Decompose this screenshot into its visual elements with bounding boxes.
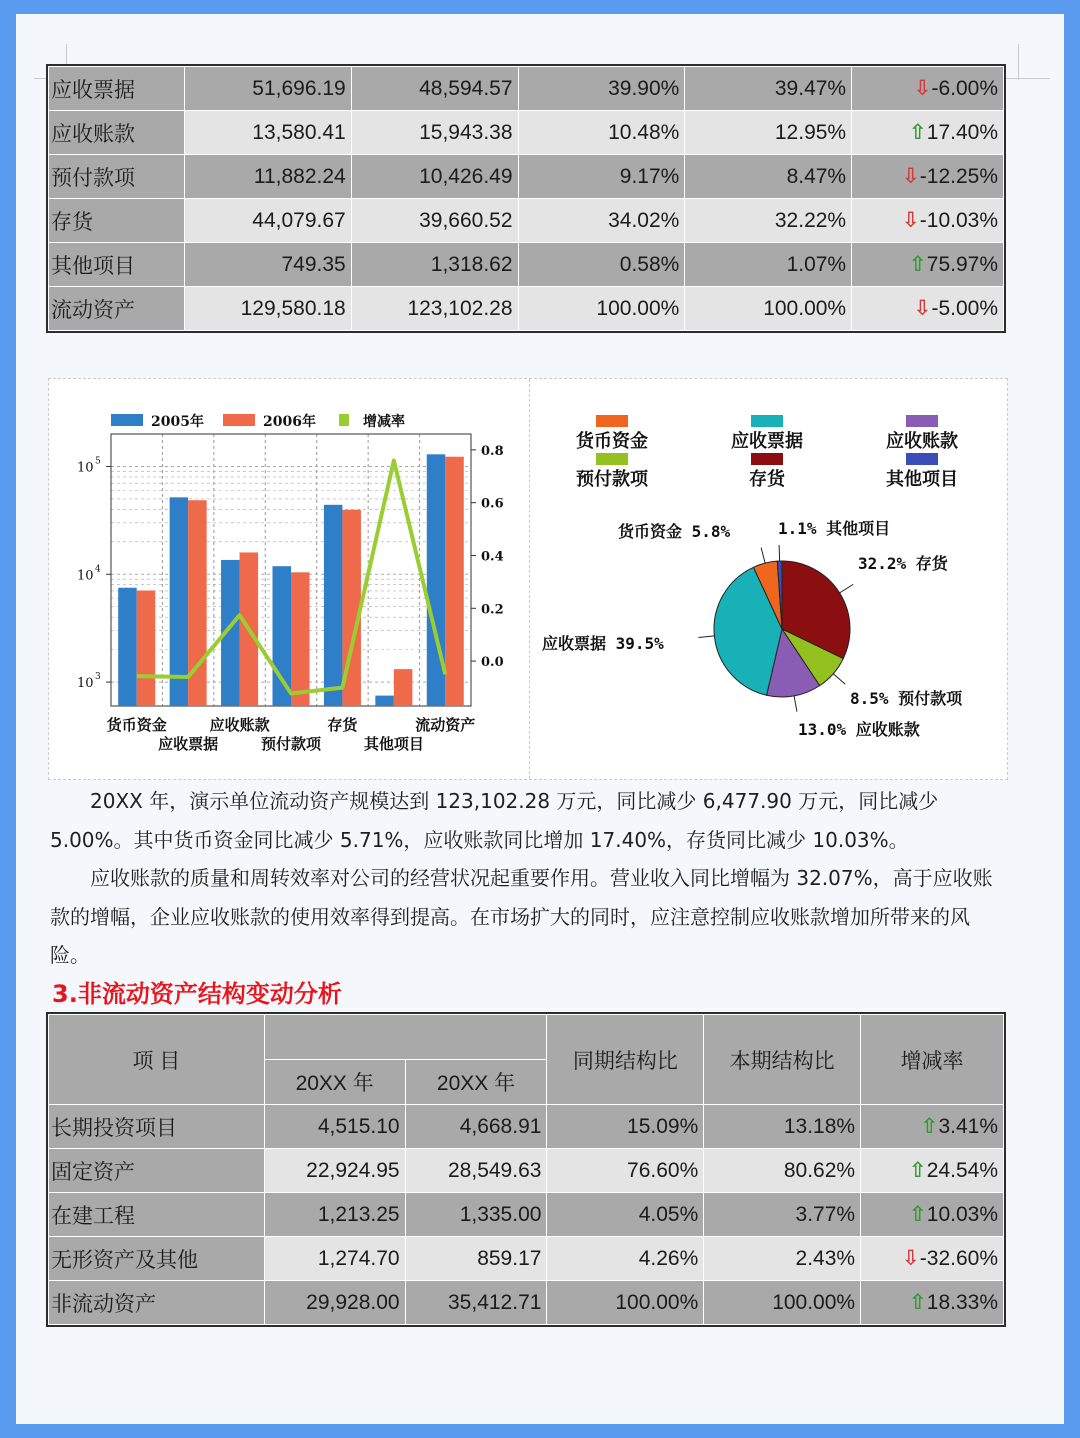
ratio-prior: 39.90% xyxy=(518,67,685,111)
row-name: 固定资产 xyxy=(49,1149,265,1193)
pie-label: 13.0% 应收账款 xyxy=(798,720,920,739)
category-label: 其他项目 xyxy=(363,735,424,753)
legend-label: 增减率 xyxy=(363,414,405,430)
bar-2006 xyxy=(445,457,464,706)
arrow-up-icon: ⇧ xyxy=(908,1159,927,1182)
change-value: 18.33% xyxy=(926,1291,998,1314)
non-current-assets-table xyxy=(48,1014,1004,1325)
y-right-tick-label: 0.6 xyxy=(481,496,504,512)
leader-line xyxy=(779,545,780,561)
bar-2005 xyxy=(375,696,394,706)
bar-2006 xyxy=(137,591,156,706)
legend-swatch xyxy=(906,415,938,427)
bar-2005 xyxy=(170,497,189,706)
table-row xyxy=(49,1105,1004,1149)
ratio-prior: 9.17% xyxy=(518,155,685,199)
ratio-current: 80.62% xyxy=(704,1149,861,1193)
margin-guide-corner-right xyxy=(1018,44,1019,80)
analysis-text xyxy=(50,782,1000,975)
header-change-rate: 增减率 xyxy=(861,1015,1004,1105)
value-current: 28,549.63 xyxy=(405,1149,547,1193)
change-cell xyxy=(852,199,1004,243)
table-row xyxy=(49,155,1004,199)
bar-2006 xyxy=(394,669,413,706)
change-value: -10.03% xyxy=(919,209,998,232)
value-prior: 1,213.25 xyxy=(264,1193,405,1237)
value-prior: 51,696.19 xyxy=(184,67,351,111)
header-prior-ratio: 同期结构比 xyxy=(547,1015,704,1105)
value-current: 35,412.71 xyxy=(405,1281,547,1325)
arrow-down-icon: ⇩ xyxy=(901,209,920,232)
change-value: 17.40% xyxy=(926,121,998,144)
header-year-1: 20XX 年 xyxy=(264,1060,405,1105)
arrow-up-icon: ⇧ xyxy=(908,1203,927,1226)
header-year-2: 20XX 年 xyxy=(405,1060,547,1105)
change-cell xyxy=(861,1237,1004,1281)
value-current: 15,943.38 xyxy=(351,111,518,155)
y-right-tick-label: 0.0 xyxy=(481,655,504,671)
table-row xyxy=(49,1281,1004,1325)
pie-label: 8.5% 预付款项 xyxy=(850,689,963,708)
legend-swatch xyxy=(339,414,349,426)
legend-swatch xyxy=(751,415,783,427)
arrow-down-icon: ⇩ xyxy=(913,77,932,100)
table-row xyxy=(49,1237,1004,1281)
row-name: 预付款项 xyxy=(49,155,185,199)
change-cell xyxy=(861,1193,1004,1237)
value-current: 859.17 xyxy=(405,1237,547,1281)
row-name: 无形资产及其他 xyxy=(49,1237,265,1281)
y-left-tick-label: 10 xyxy=(77,460,94,476)
leader-line xyxy=(794,696,797,712)
bar-2005 xyxy=(118,588,137,706)
value-current: 4,668.91 xyxy=(405,1105,547,1149)
row-name: 在建工程 xyxy=(49,1193,265,1237)
value-current: 10,426.49 xyxy=(351,155,518,199)
value-current: 39,660.52 xyxy=(351,199,518,243)
table-row xyxy=(49,67,1004,111)
row-name: 流动资产 xyxy=(49,287,185,331)
legend-label: 2005年 xyxy=(151,414,204,430)
legend-swatch xyxy=(223,414,255,426)
row-name: 存货 xyxy=(49,199,185,243)
legend-swatch xyxy=(751,453,783,465)
bar-2005 xyxy=(272,566,291,706)
value-prior: 129,580.18 xyxy=(184,287,351,331)
ratio-prior: 15.09% xyxy=(547,1105,704,1149)
value-prior: 13,580.41 xyxy=(184,111,351,155)
value-current: 1,318.62 xyxy=(351,243,518,287)
legend-label: 存货 xyxy=(749,469,785,490)
change-cell xyxy=(861,1281,1004,1325)
category-label: 存货 xyxy=(327,716,358,734)
chart-panel xyxy=(48,378,1008,780)
change-cell xyxy=(852,155,1004,199)
y-left-tick-label: 10 xyxy=(77,676,94,692)
ratio-current: 100.00% xyxy=(685,287,852,331)
ratio-current: 32.22% xyxy=(685,199,852,243)
legend-label: 应收账款 xyxy=(886,431,958,452)
leader-line xyxy=(833,674,845,685)
legend-swatch xyxy=(906,453,938,465)
table-row xyxy=(49,1193,1004,1237)
row-name: 非流动资产 xyxy=(49,1281,265,1325)
ratio-prior: 4.26% xyxy=(547,1237,704,1281)
ratio-current: 13.18% xyxy=(704,1105,861,1149)
change-cell xyxy=(852,67,1004,111)
change-value: 24.54% xyxy=(926,1159,998,1182)
change-value: 75.97% xyxy=(926,253,998,276)
y-left-tick-exponent: 3 xyxy=(95,672,101,683)
y-right-tick-label: 0.8 xyxy=(481,443,504,459)
ratio-prior: 76.60% xyxy=(547,1149,704,1193)
ratio-current: 100.00% xyxy=(704,1281,861,1325)
bar-line-chart xyxy=(49,379,529,779)
table-row xyxy=(49,111,1004,155)
arrow-up-icon: ⇧ xyxy=(908,121,927,144)
category-label: 应收票据 xyxy=(158,735,219,753)
pie-chart xyxy=(530,379,1008,779)
leader-line xyxy=(840,584,854,593)
row-name: 其他项目 xyxy=(49,243,185,287)
ratio-current: 8.47% xyxy=(685,155,852,199)
legend-label: 预付款项 xyxy=(576,469,648,490)
arrow-down-icon: ⇩ xyxy=(901,1247,920,1270)
header-item: 项 目 xyxy=(49,1015,265,1105)
ratio-prior: 100.00% xyxy=(547,1281,704,1325)
bar-2005 xyxy=(324,505,343,706)
y-left-tick-exponent: 4 xyxy=(95,564,101,575)
pie-label: 1.1% 其他项目 xyxy=(778,519,891,538)
legend-swatch xyxy=(596,453,628,465)
category-label: 预付款项 xyxy=(260,735,322,753)
change-cell xyxy=(861,1105,1004,1149)
ratio-current: 2.43% xyxy=(704,1237,861,1281)
value-prior: 29,928.00 xyxy=(264,1281,405,1325)
arrow-up-icon: ⇧ xyxy=(908,1291,927,1314)
change-cell xyxy=(852,243,1004,287)
ratio-current: 39.47% xyxy=(685,67,852,111)
legend-label: 2006年 xyxy=(263,414,316,430)
value-current: 48,594.57 xyxy=(351,67,518,111)
y-right-tick-label: 0.4 xyxy=(481,549,504,565)
section-heading: 3.非流动资产结构变动分析 xyxy=(52,980,342,1008)
current-assets-table xyxy=(48,66,1004,331)
arrow-up-icon: ⇧ xyxy=(920,1115,939,1138)
arrow-down-icon: ⇩ xyxy=(901,165,920,188)
change-value: 3.41% xyxy=(938,1115,998,1138)
table-row xyxy=(49,199,1004,243)
ratio-prior: 10.48% xyxy=(518,111,685,155)
value-current: 123,102.28 xyxy=(351,287,518,331)
change-value: 10.03% xyxy=(926,1203,998,1226)
leader-line xyxy=(761,548,765,563)
header-current-ratio: 本期结构比 xyxy=(704,1015,861,1105)
paragraph: 20XX 年，演示单位流动资产规模达到 123,102.28 万元，同比减少 6,477.90 万元，同比减少 5.00%。其中货币资金同比减少 5.71%，应收账款同比增加 17.40%，存货同比减少 10.03%。 xyxy=(50,789,939,852)
pie-label: 货币资金 5.8% xyxy=(618,522,731,541)
ratio-current: 1.07% xyxy=(685,243,852,287)
ratio-prior: 34.02% xyxy=(518,199,685,243)
row-name: 应收票据 xyxy=(49,67,185,111)
value-prior: 4,515.10 xyxy=(264,1105,405,1149)
value-current: 1,335.00 xyxy=(405,1193,547,1237)
table-row xyxy=(49,287,1004,331)
change-cell xyxy=(861,1149,1004,1193)
legend-swatch xyxy=(111,414,143,426)
row-name: 长期投资项目 xyxy=(49,1105,265,1149)
ratio-prior: 4.05% xyxy=(547,1193,704,1237)
y-right-tick-label: 0.2 xyxy=(481,602,504,618)
ratio-prior: 100.00% xyxy=(518,287,685,331)
value-prior: 22,924.95 xyxy=(264,1149,405,1193)
row-name: 应收账款 xyxy=(49,111,185,155)
table-row xyxy=(49,243,1004,287)
y-left-tick-label: 10 xyxy=(77,568,94,584)
bar-2006 xyxy=(291,572,310,706)
change-value: -12.25% xyxy=(919,165,998,188)
change-value: -5.00% xyxy=(931,297,998,320)
arrow-down-icon: ⇩ xyxy=(913,297,932,320)
legend-label: 应收票据 xyxy=(731,431,803,452)
value-prior: 11,882.24 xyxy=(184,155,351,199)
legend-label: 其他项目 xyxy=(886,469,958,490)
ratio-current: 12.95% xyxy=(685,111,852,155)
change-value: -32.60% xyxy=(919,1247,998,1270)
value-prior: 749.35 xyxy=(184,243,351,287)
leader-line xyxy=(698,636,714,638)
value-prior: 44,079.67 xyxy=(184,199,351,243)
change-cell xyxy=(852,111,1004,155)
ratio-current: 3.77% xyxy=(704,1193,861,1237)
arrow-up-icon: ⇧ xyxy=(908,253,927,276)
category-label: 应收账款 xyxy=(209,716,270,734)
category-label: 货币资金 xyxy=(106,716,167,734)
category-label: 流动资产 xyxy=(415,716,476,734)
legend-swatch xyxy=(596,415,628,427)
table-row xyxy=(49,1149,1004,1193)
value-prior: 1,274.70 xyxy=(264,1237,405,1281)
ratio-prior: 0.58% xyxy=(518,243,685,287)
y-left-tick-exponent: 5 xyxy=(95,456,101,467)
change-cell xyxy=(852,287,1004,331)
paragraph: 应收账款的质量和周转效率对公司的经营状况起重要作用。营业收入同比增幅为 32.07%，高于应收账款的增幅，企业应收账款的使用效率得到提高。在市场扩大的同时，应注意控制应收账款增加所带来的风险。 xyxy=(50,866,993,967)
pie-label: 应收票据 39.5% xyxy=(542,634,664,653)
header-year-group xyxy=(264,1015,547,1060)
legend-label: 货币资金 xyxy=(576,431,648,452)
pie-label: 32.2% 存货 xyxy=(858,554,948,573)
change-value: -6.00% xyxy=(931,77,998,100)
